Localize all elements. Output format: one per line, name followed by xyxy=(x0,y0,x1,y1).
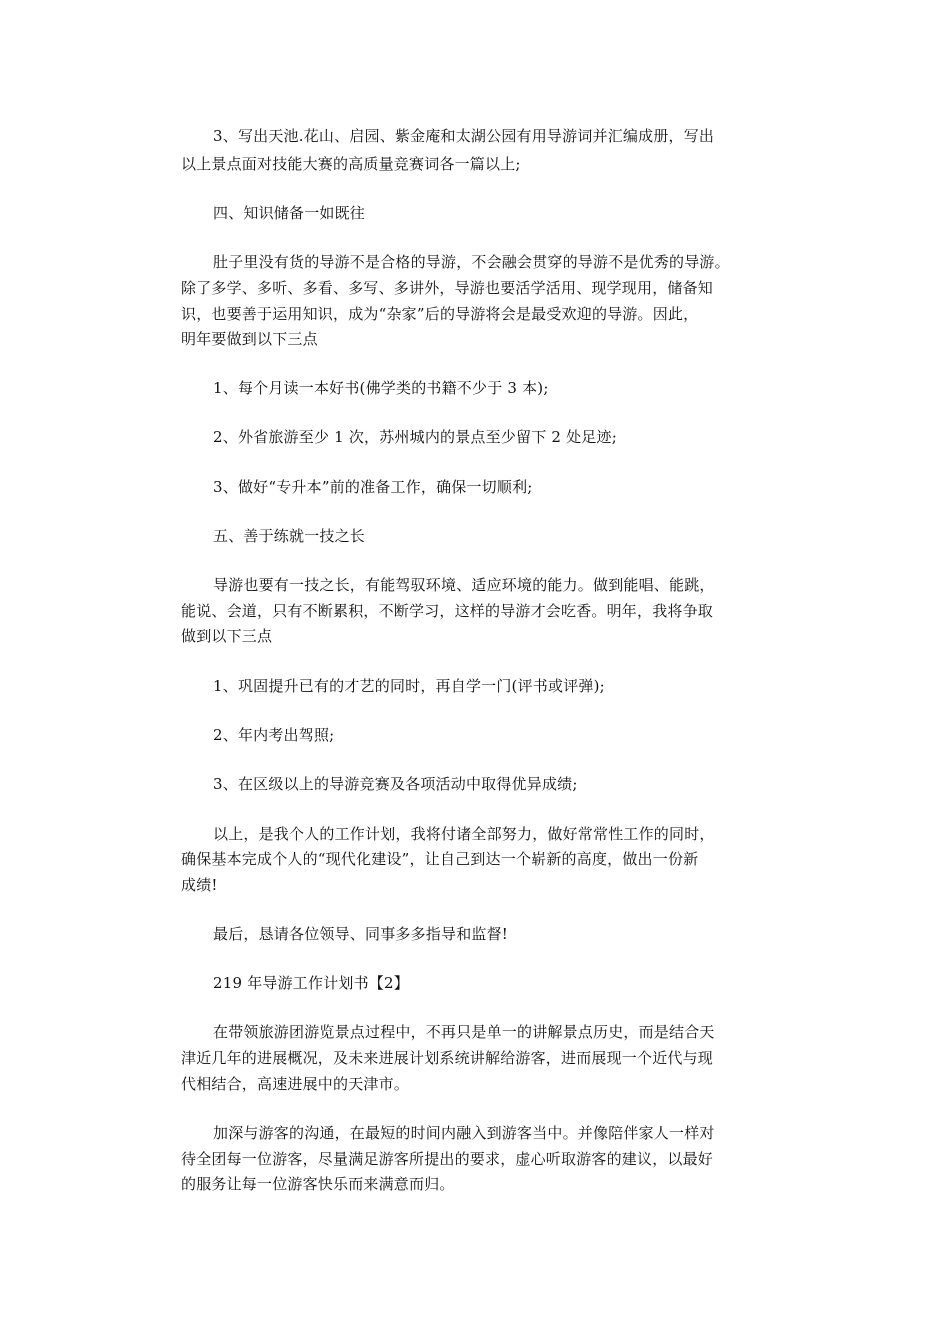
paragraph-line: 导游也要有一技之长，有能驾驭环境、适应环境的能力。做到能唱、能跳， xyxy=(213,576,715,594)
section-title: 219 年导游工作计划书【2】 xyxy=(213,974,409,992)
paragraph-line: 津近几年的进展概况，及未来进展计划系统讲解给游客，进而展现一个近代与现 xyxy=(181,1049,714,1067)
paragraph-line: 识，也要善于运用知识，成为“杂家”后的导游将会是最受欢迎的导游。因此， xyxy=(181,305,699,323)
section-heading-5: 五、善于练就一技之长 xyxy=(213,527,366,545)
paragraph-line: 的服务让每一位游客快乐而来满意而归。 xyxy=(181,1175,455,1193)
paragraph-line: 以上，是我个人的工作计划，我将付诸全部努力，做好常常性工作的同时， xyxy=(213,825,715,843)
paragraph-line: 除了多学、多听、多看、多写、多讲外，导游也要活学活用、现学现用，储备知 xyxy=(181,279,714,297)
text-line: 以上景点面对技能大赛的高质量竞赛词各一篇以上; xyxy=(181,155,521,173)
paragraph-line: 明年要做到以下三点 xyxy=(181,330,318,348)
paragraph-line: 加深与游客的沟通，在最短的时间内融入到游客当中。并像陪伴家人一样对 xyxy=(213,1124,715,1142)
list-item-3: 3、写出天池.花山、启园、紫金庵和太湖公园有用导游词并汇编成册，写出 xyxy=(213,127,715,145)
list-item-3: 3、在区级以上的导游竞赛及各项活动中取得优异成绩; xyxy=(213,775,578,793)
paragraph-line: 最后，恳请各位领导、同事多多指导和监督! xyxy=(213,925,509,943)
paragraph-line: 确保基本完成个人的“现代化建设”，让自己到达一个崭新的高度，做出一份新 xyxy=(181,850,699,868)
list-item-1: 1、每个月读一本好书(佛学类的书籍不少于 3 本); xyxy=(213,379,549,397)
section-heading-4: 四、知识储备一如既往 xyxy=(213,204,366,222)
paragraph-line: 代相结合，高速进展中的天津市。 xyxy=(181,1075,410,1093)
paragraph-line: 待全团每一位游客，尽量满足游客所提出的要求，虚心听取游客的建议，以最好 xyxy=(181,1150,714,1168)
list-item-1: 1、巩固提升已有的才艺的同时，再自学一门(评书或评弹); xyxy=(213,677,605,695)
list-item-2: 2、年内考出驾照; xyxy=(213,726,335,744)
paragraph-line: 做到以下三点 xyxy=(181,627,273,645)
paragraph-line: 肚子里没有货的导游不是合格的导游，不会融会贯穿的导游不是优秀的导游。 xyxy=(213,253,730,271)
paragraph-line: 能说、会道，只有不断累积，不断学习，这样的导游才会吃香。明年，我将争取 xyxy=(181,602,714,620)
list-item-3: 3、做好“专升本”前的准备工作，确保一切顺利; xyxy=(213,478,533,496)
paragraph-line: 成绩! xyxy=(181,876,218,894)
paragraph-line: 在带领旅游团游览景点过程中，不再只是单一的讲解景点历史，而是结合天 xyxy=(213,1023,715,1041)
list-item-2: 2、外省旅游至少 1 次，苏州城内的景点至少留下 2 处足迹; xyxy=(213,428,617,446)
